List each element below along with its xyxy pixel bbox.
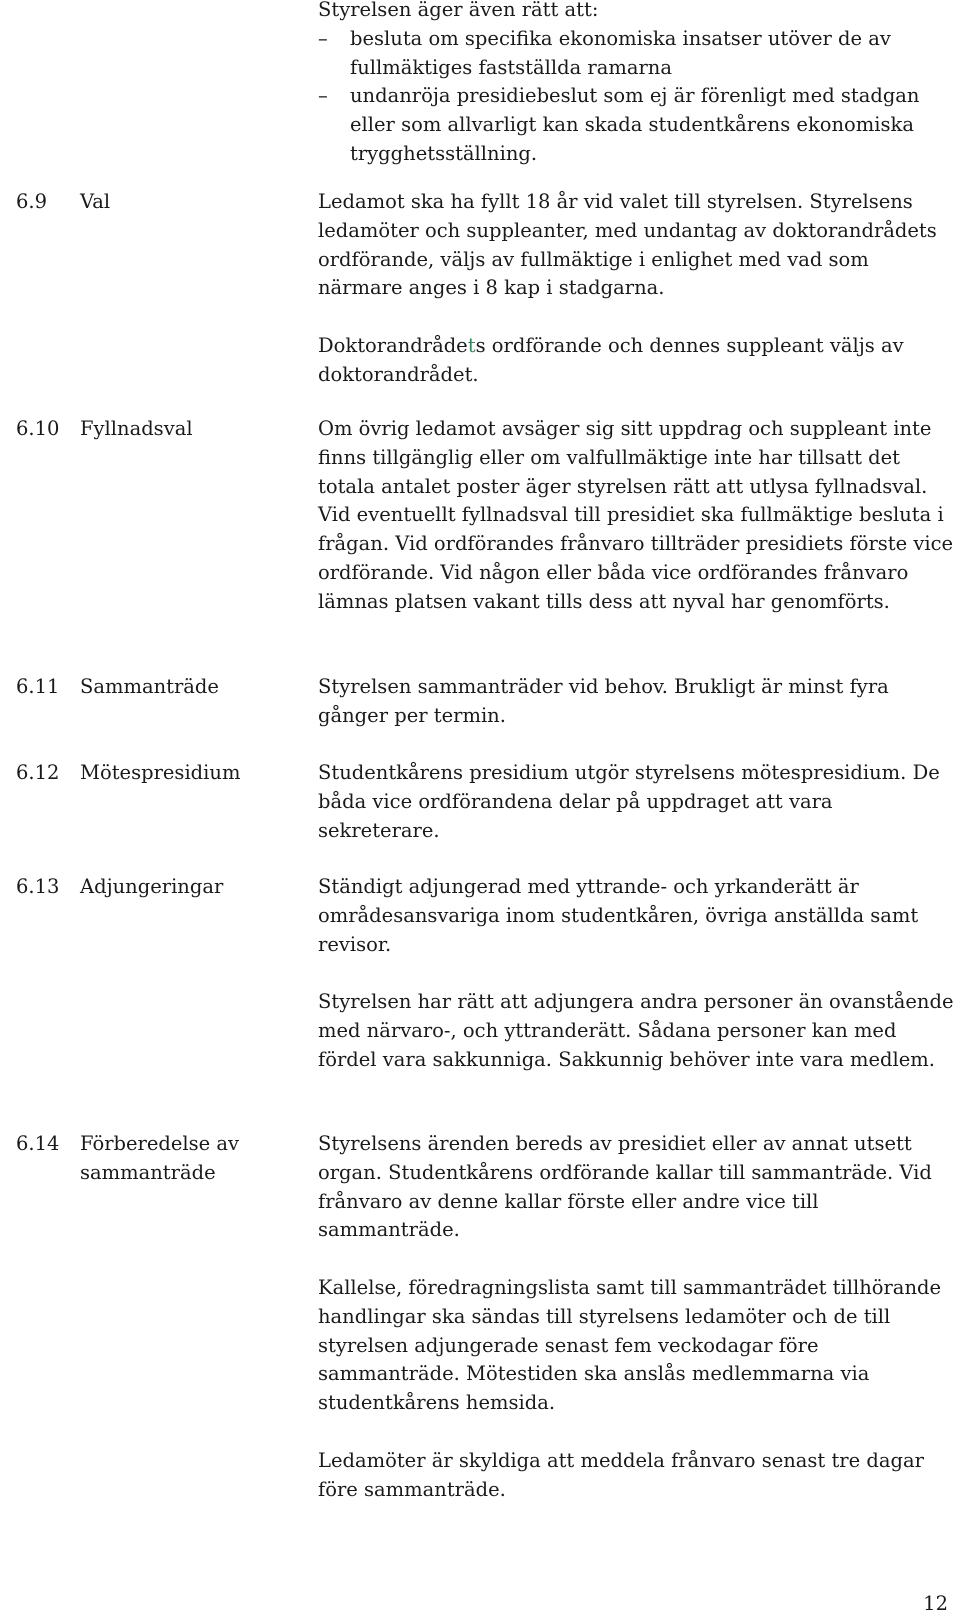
paragraph: Styrelsen sammanträder vid behov. Brukligt är minst fyra gånger per termin. [318,675,889,727]
section-title: Fyllnadsval [80,417,193,440]
intro-list-item [318,82,958,168]
section-body [318,188,958,390]
paragraph: Om övrig ledamot avsäger sig sitt uppdrag och suppleant inte finns tillgänglig eller om valfullmäktige inte har tillsatt det totala antalet poster äger styrelsen rätt att utlysa fyllnadsval. Vid eventuellt fyllnadsval till presidiet ska fullmäktige besluta i frågan. Vid ordförandes frånvaro tillträder presidiets förste vice ordförande. Vid någon eller båda vice ordförandes frånvaro lämnas platsen vakant tills dess att nyval har genomförts. [318,417,954,613]
section-title: Mötespresidium [80,761,241,784]
paragraph: Studentkårens presidium utgör styrelsens mötespresidium. De båda vice ordförandena delar på uppdraget att vara sekreterare. [318,761,940,842]
intro-list-item [318,25,958,83]
section-title: Val [80,190,111,213]
section-number: 6.12 [16,761,60,784]
section-body [318,759,958,845]
intro-block [318,0,958,169]
section-number: 6.10 [16,417,60,440]
paragraph: Ständigt adjungerad med yttrande- och yrkanderätt är områdesansvariga inom studentkåren, övriga anställda samt revisor. [318,875,919,956]
paragraph: Styrelsen har rätt att adjungera andra personer än ovanstående med närvaro-, och yttranderätt. Sådana personer kan med fördel vara sakkunniga. Sakkunnig behöver inte vara medlem. [318,990,954,1071]
paragraph-text: Doktorandrådets ordförande och dennes suppleant väljs av doktorandrådet. [318,333,904,386]
section-body [318,873,958,1075]
section-body [318,673,958,731]
page-number: 12 [923,1592,948,1615]
section-title: Sammanträde [80,675,219,698]
paragraph: Styrelsens ärenden bereds av presidiet eller av annat utsett organ. Studentkårens ordförande kallar till sammanträde. Vid frånvaro av denne kallar förste eller andre vice till sammanträde. [318,1132,932,1242]
intro-lead: Styrelsen äger även rätt att: [318,0,599,21]
section-title: Förberedelse av sammanträde [80,1132,240,1184]
intro-item-text: undanröja presidiebeslut som ej är förenligt med stadgan eller som allvarligt kan skada studentkårens ekonomiska trygghetsställning. [350,84,920,165]
paragraph: Ledamöter är skyldiga att meddela frånvaro senast tre dagar före sammanträde. [318,1448,924,1501]
paragraph [318,332,958,390]
section-body [318,415,958,617]
dash-bullet: – [318,84,328,108]
section-number: 6.9 [16,190,48,213]
intro-item-text: besluta om specifika ekonomiska insatser utöver de av fullmäktiges fastställda ramarna [350,26,891,79]
section-number: 6.11 [16,675,60,698]
section-number: 6.14 [16,1132,60,1155]
paragraph: Kallelse, föredragningslista samt till sammanträdet tillhörande handlingar ska sändas till styrelsens ledamöter och de till styrelsen adjungerade senast fem veckodagar före sammanträde. Mötestiden ska anslås medlemmarna via studentkårens hemsida. [318,1275,942,1415]
dash-bullet: – [318,26,328,50]
section-number: 6.13 [16,875,60,898]
paragraph: Ledamot ska ha fyllt 18 år vid valet till styrelsen. Styrelsens ledamöter och suppleanter, med undantag av doktorandrådets ordförande, väljs av fullmäktige i enlighet med vad som närmare anges i 8 kap i stadgarna. [318,190,937,300]
section-title: Adjungeringar [80,875,224,898]
section-body [318,1130,958,1504]
